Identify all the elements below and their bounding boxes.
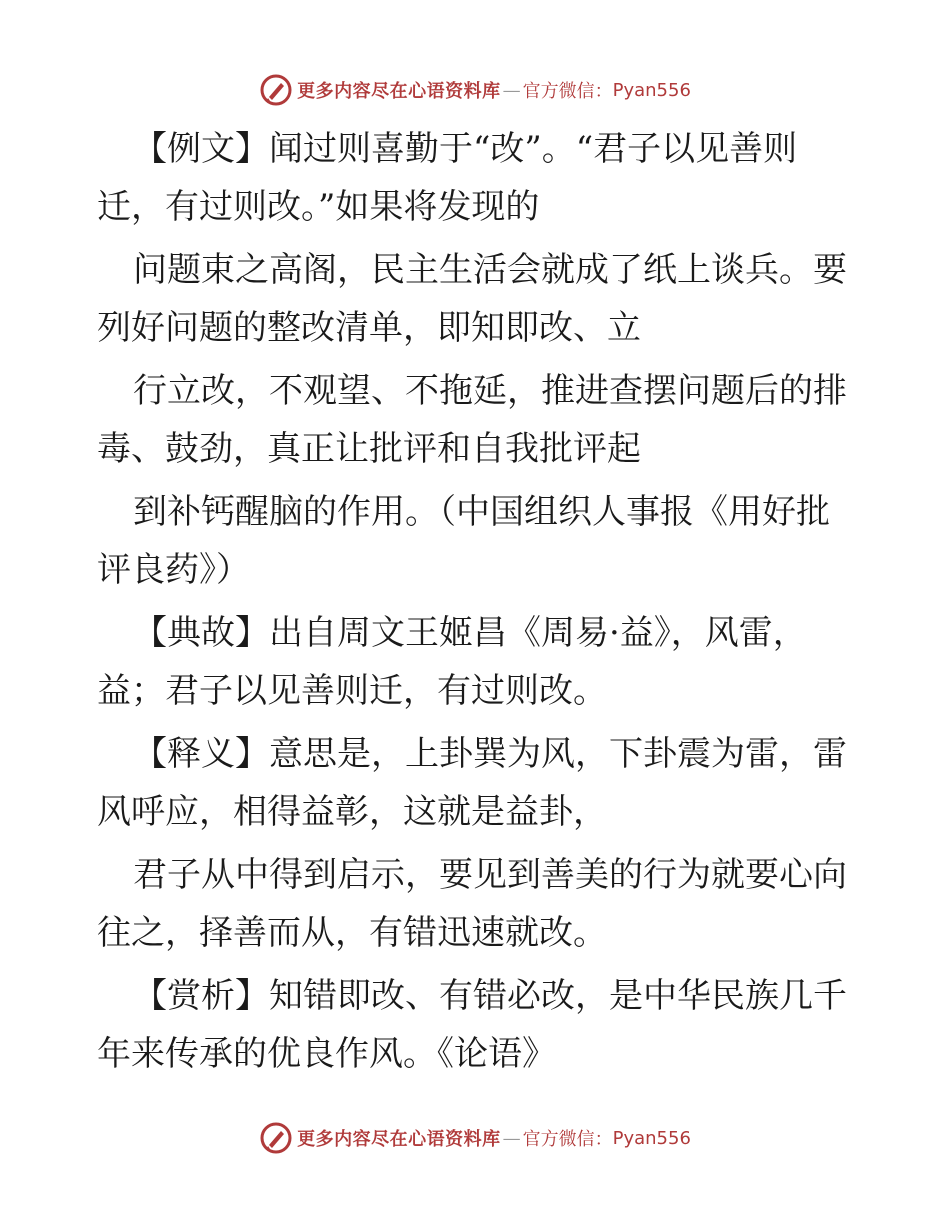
- paragraph: [97, 725, 857, 841]
- paragraph: [97, 120, 857, 236]
- text-line: 迁，有过则改。”如果将发现的: [97, 187, 540, 227]
- text-line: 评良药》）: [97, 550, 250, 590]
- text-line: 毒、鼓劲，真正让批评和自我批评起: [97, 429, 641, 469]
- pen-logo-icon: [259, 73, 293, 107]
- text-line: 【赏析】知错即改、有错必改，是中华民族几千: [133, 976, 847, 1016]
- watermark-label: 官方微信：: [522, 81, 613, 102]
- watermark-label: 官方微信：: [522, 1129, 613, 1150]
- text-line: 年来传承的优良作风。《论语》: [97, 1034, 556, 1074]
- text-line: 往之，择善而从，有错迅速就改。: [97, 913, 607, 953]
- paragraph: [97, 846, 857, 962]
- paragraph: [97, 483, 857, 599]
- text-line: 【典故】出自周文王姬昌《周易·益》，风雷，: [133, 613, 807, 653]
- pen-logo-icon: [259, 1121, 293, 1155]
- text-line: 到补钙醒脑的作用。（中国组织人事报《用好批: [133, 492, 830, 532]
- document-body: [97, 120, 857, 1083]
- text-line: 风呼应，相得益彰，这就是益卦，: [97, 792, 607, 832]
- text-line: 列好问题的整改清单，即知即改、立: [97, 308, 641, 348]
- paragraph: [97, 362, 857, 478]
- footer-watermark: [0, 1118, 950, 1158]
- text-line: 益；君子以见善则迁，有过则改。: [97, 671, 607, 711]
- text-line: 君子从中得到启示，要见到善美的行为就要心向: [133, 855, 847, 895]
- watermark-separator: —: [502, 1127, 521, 1149]
- text-line: 行立改，不观望、不拖延，推进查摆问题后的排: [133, 371, 847, 411]
- paragraph: [97, 241, 857, 357]
- text-line: 【释义】意思是，上卦巽为风，下卦震为雷，雷: [133, 734, 847, 774]
- paragraph: [97, 604, 857, 720]
- watermark-wechat-id: Pyan556: [612, 79, 691, 101]
- text-line: 【例文】闻过则喜勤于“改”。“君子以见善则: [133, 129, 798, 169]
- paragraph: [97, 967, 857, 1083]
- text-line: 问题束之高阁，民主生活会就成了纸上谈兵。要: [133, 250, 847, 290]
- watermark-text: 更多内容尽在心语资料库: [297, 81, 501, 102]
- watermark-wechat-id: Pyan556: [612, 1127, 691, 1149]
- header-watermark: [0, 70, 950, 110]
- watermark-separator: —: [502, 79, 521, 101]
- watermark-text: 更多内容尽在心语资料库: [297, 1129, 501, 1150]
